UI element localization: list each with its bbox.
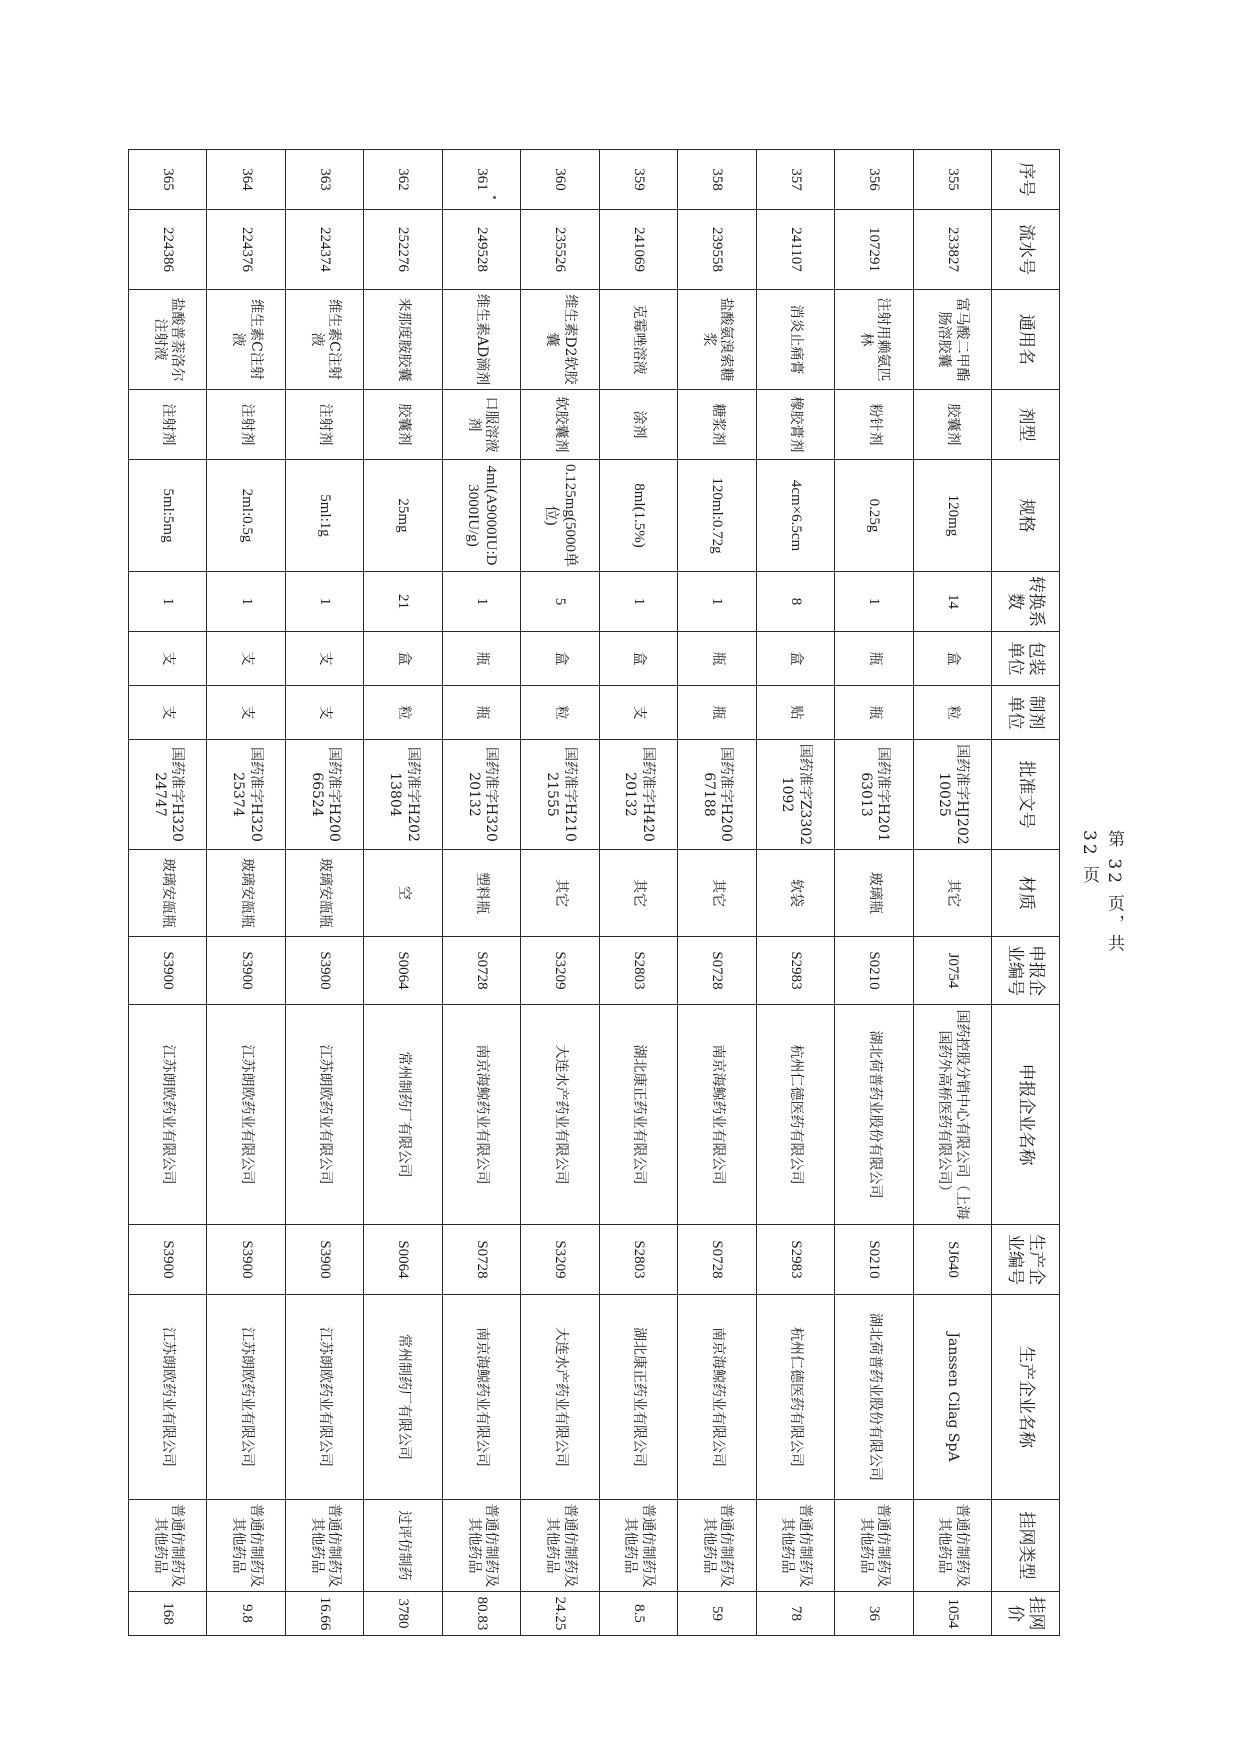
table-cell: 江苏朗欧药业有限公司: [129, 1005, 207, 1225]
column-header: 生产企业名称: [992, 1295, 1060, 1500]
table-cell: 注射剂: [285, 390, 363, 460]
table-cell: S3900: [207, 1225, 285, 1295]
table-cell: 1: [835, 572, 913, 632]
table-cell: 来那度胺胶囊: [364, 290, 442, 390]
table-cell: 杭州仁德医药有限公司: [756, 1295, 834, 1500]
table-row: [285, 150, 363, 1636]
table-cell: 杭州仁德医药有限公司: [756, 1005, 834, 1225]
table-cell: 南京海鲸药业有限公司: [678, 1005, 756, 1225]
table-cell: Janssen Cilag SpA: [913, 1295, 991, 1500]
column-header: 规格: [992, 460, 1060, 572]
table-cell: 湖北荷普药业股份有限公司: [835, 1295, 913, 1500]
table-cell: 362: [364, 150, 442, 210]
table-cell: 8ml(1.5%): [599, 460, 677, 572]
drug-price-table: [128, 149, 1060, 1636]
table-row: [442, 150, 520, 1636]
table-cell: 盐酸氨溴索糖浆: [678, 290, 756, 390]
table-cell: 口服溶液剂: [442, 390, 520, 460]
table-cell: 356: [835, 150, 913, 210]
table-cell: 1: [442, 572, 520, 632]
table-cell: 5ml:5mg: [129, 460, 207, 572]
table-cell: 国药准字H20163013: [835, 740, 913, 850]
column-header: 材质: [992, 850, 1060, 937]
table-cell: 胶囊剂: [913, 390, 991, 460]
table-cell: S3900: [207, 937, 285, 1005]
table-cell: 普通仿制药及其他药品: [599, 1500, 677, 1592]
table-cell: 江苏朗欧药业有限公司: [207, 1005, 285, 1225]
table-cell: S0728: [442, 1225, 520, 1295]
table-cell: S0728: [678, 937, 756, 1005]
table-cell: S2983: [756, 937, 834, 1005]
table-cell: 241069: [599, 210, 677, 290]
table-cell: 粒: [913, 686, 991, 740]
table-cell: 支: [285, 686, 363, 740]
table-cell: 国药准字H21021555: [521, 740, 599, 850]
table-cell: 瓶: [835, 632, 913, 686]
column-header: 申报企业编号: [992, 937, 1060, 1005]
column-header: 生产企业编号: [992, 1225, 1060, 1295]
rotated-table-wrapper: [128, 149, 1060, 1635]
table-cell: 消炎止痛膏: [756, 290, 834, 390]
table-cell: 湖北荷普药业股份有限公司: [835, 1005, 913, 1225]
table-cell: 235526: [521, 210, 599, 290]
table-cell: S0064: [364, 1225, 442, 1295]
table-cell: 16.66: [285, 1592, 363, 1636]
table-row: [129, 150, 207, 1636]
table-cell: 24.25: [521, 1592, 599, 1636]
table-cell: 江苏朗欧药业有限公司: [285, 1295, 363, 1500]
table-cell: 1: [285, 572, 363, 632]
table-cell: 358: [678, 150, 756, 210]
table-cell: 克霉唑溶液: [599, 290, 677, 390]
table-header-row: [992, 150, 1060, 1636]
table-cell: 普通仿制药及其他药品: [129, 1500, 207, 1592]
table-row: [364, 150, 442, 1636]
table-cell: 塑料瓶: [442, 850, 520, 937]
table-cell: S3209: [521, 937, 599, 1005]
table-cell: 江苏朗欧药业有限公司: [285, 1005, 363, 1225]
table-cell: 107291: [835, 210, 913, 290]
table-cell: 8.5: [599, 1592, 677, 1636]
table-cell: S2803: [599, 937, 677, 1005]
table-cell: 其它: [678, 850, 756, 937]
table-cell: 2ml:0.5g: [207, 460, 285, 572]
table-cell: 120ml:0.72g: [678, 460, 756, 572]
table-cell: S0728: [442, 937, 520, 1005]
table-cell: 维生素C注射液: [207, 290, 285, 390]
table-cell: 江苏朗欧药业有限公司: [207, 1295, 285, 1500]
table-cell: 1054: [913, 1592, 991, 1636]
table-cell: 78: [756, 1592, 834, 1636]
table-cell: 大连水产药业有限公司: [521, 1295, 599, 1500]
table-cell: 软胶囊剂: [521, 390, 599, 460]
table-row: [599, 150, 677, 1636]
table-cell: 5ml:1g: [285, 460, 363, 572]
table-cell: 国药准字H42020132: [599, 740, 677, 850]
table-cell: 支: [207, 632, 285, 686]
table-cell: 365: [129, 150, 207, 210]
table-cell: 国药准字H32024747: [129, 740, 207, 850]
table-cell: SJ640: [913, 1225, 991, 1295]
table-cell: 盒: [599, 632, 677, 686]
column-header: 挂网价: [992, 1592, 1060, 1636]
table-cell: 国药准字H32020132: [442, 740, 520, 850]
table-cell: 支: [599, 686, 677, 740]
table-cell: 0.25g: [835, 460, 913, 572]
table-cell: 瓶: [678, 632, 756, 686]
table-cell: 涂剂: [599, 390, 677, 460]
table-cell: 普通仿制药及其他药品: [678, 1500, 756, 1592]
table-cell: 1: [678, 572, 756, 632]
table-cell: S0728: [678, 1225, 756, 1295]
table-cell: 4cm×6.5cm: [756, 460, 834, 572]
table-cell: 233827: [913, 210, 991, 290]
table-cell: 239558: [678, 210, 756, 290]
table-cell: 1: [129, 572, 207, 632]
column-header: 批准文号: [992, 740, 1060, 850]
table-cell: S3900: [129, 937, 207, 1005]
column-header: 制剂单位: [992, 686, 1060, 740]
table-cell: S3900: [285, 1225, 363, 1295]
table-cell: 25mg: [364, 460, 442, 572]
table-cell: 注射用赖氨匹林: [835, 290, 913, 390]
table-cell: 59: [678, 1592, 756, 1636]
table-cell: 224376: [207, 210, 285, 290]
table-cell: 国药准字H20067188: [678, 740, 756, 850]
table-cell: 瓶: [835, 686, 913, 740]
table-cell: 普通仿制药及其他药品: [756, 1500, 834, 1592]
table-cell: 维生素D2软胶囊: [521, 290, 599, 390]
table-cell: 常州制药厂有限公司: [364, 1005, 442, 1225]
table-cell: 120mg: [913, 460, 991, 572]
table-cell: 玻璃安瓿瓶: [129, 850, 207, 937]
table-cell: 224374: [285, 210, 363, 290]
table-cell: 贴: [756, 686, 834, 740]
table-row: [521, 150, 599, 1636]
column-header: 序号: [992, 150, 1060, 210]
table-cell: 盐酸普萘洛尔注射液: [129, 290, 207, 390]
table-cell: 富马酸二甲酯肠溶胶囊: [913, 290, 991, 390]
table-cell: 1: [599, 572, 677, 632]
table-cell: 363: [285, 150, 363, 210]
table-cell: 注射剂: [129, 390, 207, 460]
table-cell: 玻璃瓶: [835, 850, 913, 937]
table-cell: 国药准字H32025374: [207, 740, 285, 850]
table-cell: 湖北康正药业有限公司: [599, 1295, 677, 1500]
table-cell: 普通仿制药及其他药品: [207, 1500, 285, 1592]
table-cell: 瓶: [442, 632, 520, 686]
table-cell: 粒: [364, 686, 442, 740]
table-cell: 其它: [599, 850, 677, 937]
table-cell: 8: [756, 572, 834, 632]
table-cell: 4ml(A9000IU:D3000IU/g): [442, 460, 520, 572]
table-row: [207, 150, 285, 1636]
table-cell: 南京海鲸药业有限公司: [442, 1295, 520, 1500]
table-cell: 168: [129, 1592, 207, 1636]
table-cell: 361: [442, 150, 520, 210]
table-cell: 国药准字Z33021092: [756, 740, 834, 850]
table-cell: 粒: [521, 686, 599, 740]
table-cell: 360: [521, 150, 599, 210]
table-cell: 维生素C注射液: [285, 290, 363, 390]
table-cell: S0210: [835, 937, 913, 1005]
table-cell: 胶囊剂: [364, 390, 442, 460]
table-cell: 其它: [521, 850, 599, 937]
table-cell: 5: [521, 572, 599, 632]
table-cell: 盒: [756, 632, 834, 686]
column-header: 通用名: [992, 290, 1060, 390]
table-cell: 江苏朗欧药业有限公司: [129, 1295, 207, 1500]
table-cell: 支: [129, 632, 207, 686]
table-cell: 玻璃安瓿瓶: [207, 850, 285, 937]
table-cell: 1: [207, 572, 285, 632]
table-cell: S3209: [521, 1225, 599, 1295]
table-cell: 国药准字HJ20210025: [913, 740, 991, 850]
table-cell: 国药准字H20213804: [364, 740, 442, 850]
table-cell: 维生素AD滴剂: [442, 290, 520, 390]
table-cell: 80.83: [442, 1592, 520, 1636]
table-cell: 241107: [756, 210, 834, 290]
table-cell: S2803: [599, 1225, 677, 1295]
table-cell: 支: [207, 686, 285, 740]
table-row: [835, 150, 913, 1636]
table-cell: 常州制药厂有限公司: [364, 1295, 442, 1500]
table-cell: 普通仿制药及其他药品: [442, 1500, 520, 1592]
table-cell: 357: [756, 150, 834, 210]
table-cell: 橡胶膏剂: [756, 390, 834, 460]
table-cell: 其它: [913, 850, 991, 937]
table-cell: 364: [207, 150, 285, 210]
table-cell: S3900: [285, 937, 363, 1005]
column-header: 申报企业名称: [992, 1005, 1060, 1225]
table-row: [678, 150, 756, 1636]
table-cell: J0754: [913, 937, 991, 1005]
table-cell: 南京海鲸药业有限公司: [442, 1005, 520, 1225]
table-cell: 普通仿制药及其他药品: [521, 1500, 599, 1592]
table-cell: 湖北康正药业有限公司: [599, 1005, 677, 1225]
table-cell: 9.8: [207, 1592, 285, 1636]
table-cell: 粉针剂: [835, 390, 913, 460]
table-cell: 瓶: [678, 686, 756, 740]
table-row: [756, 150, 834, 1636]
table-cell: 普通仿制药及其他药品: [913, 1500, 991, 1592]
table-cell: 36: [835, 1592, 913, 1636]
table-cell: 0.125mg(5000单位): [521, 460, 599, 572]
table-cell: 224386: [129, 210, 207, 290]
table-cell: 支: [129, 686, 207, 740]
table-cell: 盒: [913, 632, 991, 686]
page-footer: 第 32 页，共 32 页: [1079, 830, 1124, 955]
table-row: [913, 150, 991, 1636]
table-cell: 盒: [364, 632, 442, 686]
table-cell: 空: [364, 850, 442, 937]
column-header: 剂型: [992, 390, 1060, 460]
table-cell: S2983: [756, 1225, 834, 1295]
table-cell: 21: [364, 572, 442, 632]
table-cell: 355: [913, 150, 991, 210]
column-header: 挂网类型: [992, 1500, 1060, 1592]
table-cell: 252276: [364, 210, 442, 290]
table-cell: 359: [599, 150, 677, 210]
table-cell: 14: [913, 572, 991, 632]
table-cell: 国药控股分销中心有限公司（上海国药外高桥医药有限公司）: [913, 1005, 991, 1225]
table-cell: 普通仿制药及其他药品: [835, 1500, 913, 1592]
table-cell: 3780: [364, 1592, 442, 1636]
table-cell: 软袋: [756, 850, 834, 937]
table-cell: 瓶: [442, 686, 520, 740]
table-cell: 支: [285, 632, 363, 686]
table-cell: 过评仿制药: [364, 1500, 442, 1592]
table-cell: S3900: [129, 1225, 207, 1295]
table-cell: 国药准字H20066524: [285, 740, 363, 850]
table-cell: 249528: [442, 210, 520, 290]
column-header: 转换系数: [992, 572, 1060, 632]
table-body: [129, 150, 992, 1636]
table-cell: S0210: [835, 1225, 913, 1295]
table-cell: 糖浆剂: [678, 390, 756, 460]
table-cell: 大连水产药业有限公司: [521, 1005, 599, 1225]
table-cell: 注射剂: [207, 390, 285, 460]
table-cell: S0064: [364, 937, 442, 1005]
table-cell: 普通仿制药及其他药品: [285, 1500, 363, 1592]
table-cell: 玻璃安瓿瓶: [285, 850, 363, 937]
scan-speck: [493, 196, 496, 199]
column-header: 流水号: [992, 210, 1060, 290]
table-cell: 盒: [521, 632, 599, 686]
column-header: 包装单位: [992, 632, 1060, 686]
table-cell: 南京海鲸药业有限公司: [678, 1295, 756, 1500]
